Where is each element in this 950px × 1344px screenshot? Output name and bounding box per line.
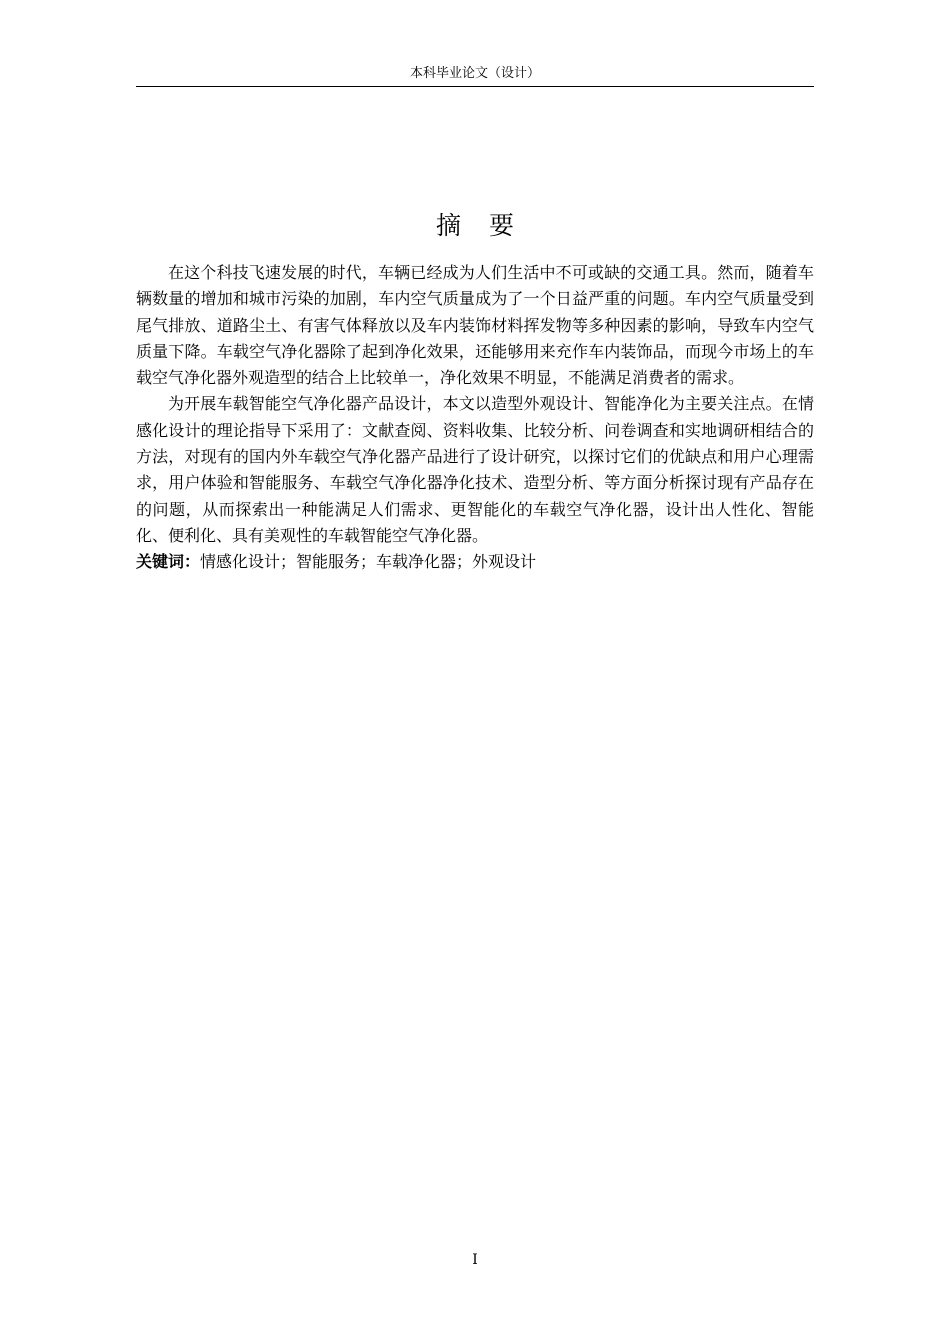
page-number: I <box>472 1252 478 1268</box>
abstract-paragraph-1: 在这个科技飞速发展的时代，车辆已经成为人们生活中不可或缺的交通工具。然而，随着车辆数量的增加和城市污染的加剧，车内空气质量成为了一个日益严重的问题。车内空气质量受到尾气排放、道路尘土、有害气体释放以及车内装饰材料挥发物等多种因素的影响，导致车内空气质量下降。车载空气净化器除了起到净化效果，还能够用来充作车内装饰品，而现今市场上的车载空气净化器外观造型的结合上比较单一，净化效果不明显，不能满足消费者的需求。 <box>136 263 814 388</box>
running-header: 本科毕业论文（设计） <box>409 66 540 81</box>
header-rule <box>136 86 814 87</box>
abstract-body <box>136 260 814 576</box>
abstract-title: 摘 要 <box>436 211 524 240</box>
abstract-paragraph-2: 为开展车载智能空气净化器产品设计，本文以造型外观设计、智能净化为主要关注点。在情感化设计的理论指导下采用了：文献查阅、资料收集、比较分析、问卷调查和实地调研相结合的方法，对现有的国内外车载空气净化器产品进行了设计研究，以探讨它们的优缺点和用户心理需求，用户体验和智能服务、车载空气净化器净化技术、造型分析、等方面分析探讨现有产品存在的问题，从而探索出一种能满足人们需求、更智能化的车载空气净化器，设计出人性化、智能化、便利化、具有美观性的车载智能空气净化器。 <box>136 394 814 545</box>
keywords-text: 情感化设计；智能服务；车载净化器；外观设计 <box>200 552 537 572</box>
keywords-line <box>136 549 814 575</box>
keywords-label: 关键词： <box>136 552 201 572</box>
